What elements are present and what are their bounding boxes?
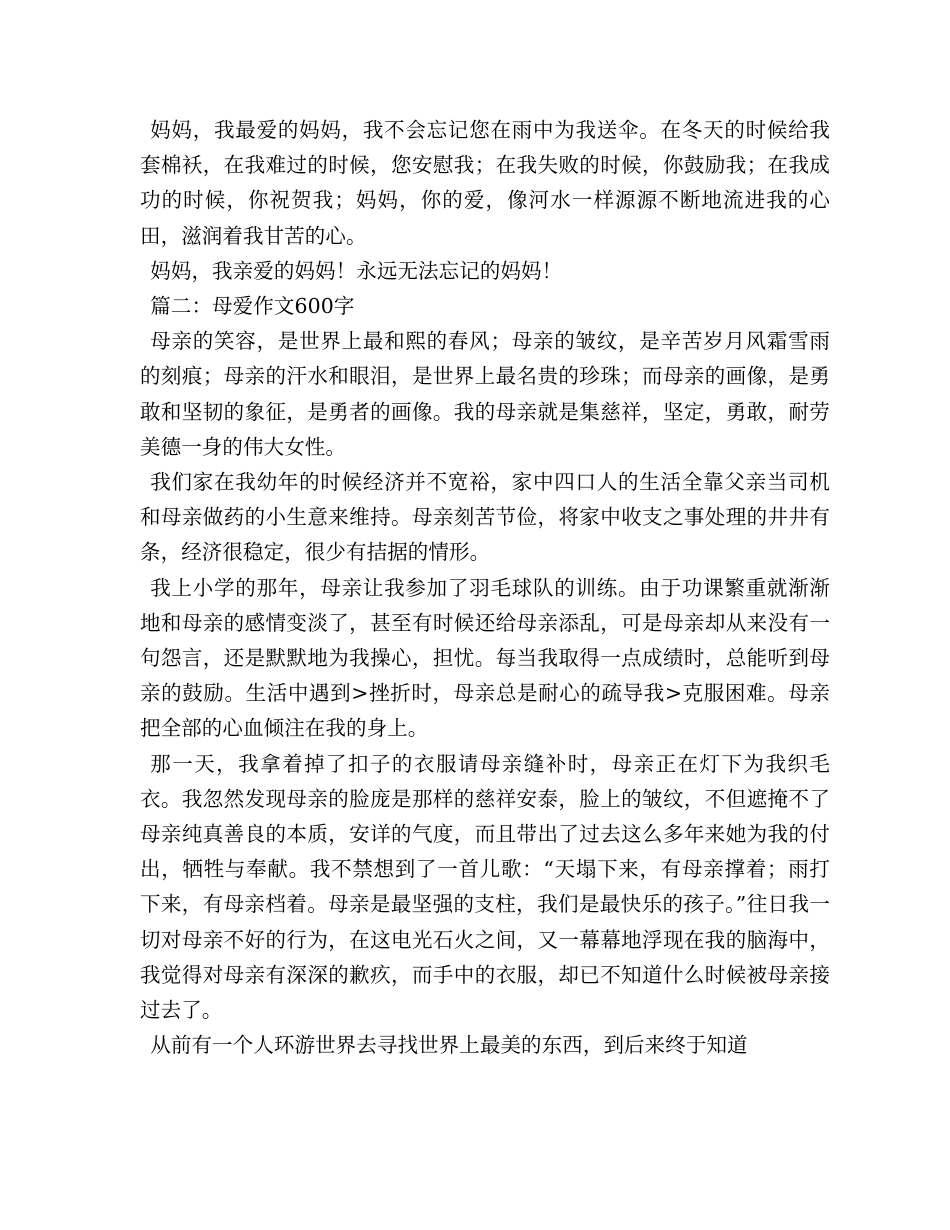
paragraph-mother-love: 妈妈，我最爱的妈妈，我不会忘记您在雨中为我送伞。在冬天的时候给我套棉袄，在我难过的时候，您安慰我；在我失败的时候，你鼓励我；在我成功的时候，你祝贺我；妈妈，你的爱，像河水一样源源不断地流进我的心田，滋润着我甘苦的心。 <box>140 118 830 248</box>
document-page <box>140 113 830 1063</box>
paragraph-travel-story: 从前有一个人环游世界去寻找世界上最美的东西，到后来终于知道 <box>150 1033 748 1058</box>
paragraph-that-day: 那一天，我拿着掉了扣子的衣服请母亲缝补时，母亲正在灯下为我织毛衣。我忽然发现母亲的脸庞是那样的慈祥安泰，脸上的皱纹，不但遮掩不了母亲纯真善良的本质，安详的气度，而且带出了过去这么多年来她为我的付出，牺牲与奉献。我不禁想到了一首儿歌：“天塌下来，有母亲撑着；雨打下来，有母亲档着。母亲是最坚强的支柱，我们是最快乐的孩子。”往日我一切对母亲不好的行为，在这电光石火之间，又一幕幕地浮现在我的脑海中，我觉得对母亲有深深的歉疚，而手中的衣服，却已不知道什么时候被母亲接过去了。 <box>140 751 830 1023</box>
paragraph-dear-mom: 妈妈，我亲爱的妈妈！永远无法忘记的妈妈！ <box>150 258 563 283</box>
paragraph-primary-school: 我上小学的那年，母亲让我参加了羽毛球队的训练。由于功课繁重就渐渐地和母亲的感情变淡了，甚至有时候还给母亲添乱，可是母亲却从来没有一句怨言，还是默默地为我操心，担忧。每当我取得一点成绩时，总能听到母亲的鼓励。生活中遇到>挫折时，母亲总是耐心的疏导我>克服困难。母亲把全部的心血倾注在我的身上。 <box>140 575 830 741</box>
section-heading: 篇二：母爱作文600字 <box>150 294 355 319</box>
paragraph-mothers-smile: 母亲的笑容，是世界上最和熙的春风；母亲的皱纹，是辛苦岁月风霜雪雨的刻痕；母亲的汗水和眼泪，是世界上最名贵的珍珠；而母亲的画像，是勇敢和坚韧的象征，是勇者的画像。我的母亲就是集慈祥，坚定，勇敢，耐劳美德一身的伟大女性。 <box>140 329 830 459</box>
paragraph-family-economy: 我们家在我幼年的时候经济并不宽裕，家中四口人的生活全靠父亲当司机和母亲做药的小生意来维持。母亲刻苦节俭，将家中收支之事处理的井井有条，经济很稳定，很少有拮据的情形。 <box>140 470 830 565</box>
